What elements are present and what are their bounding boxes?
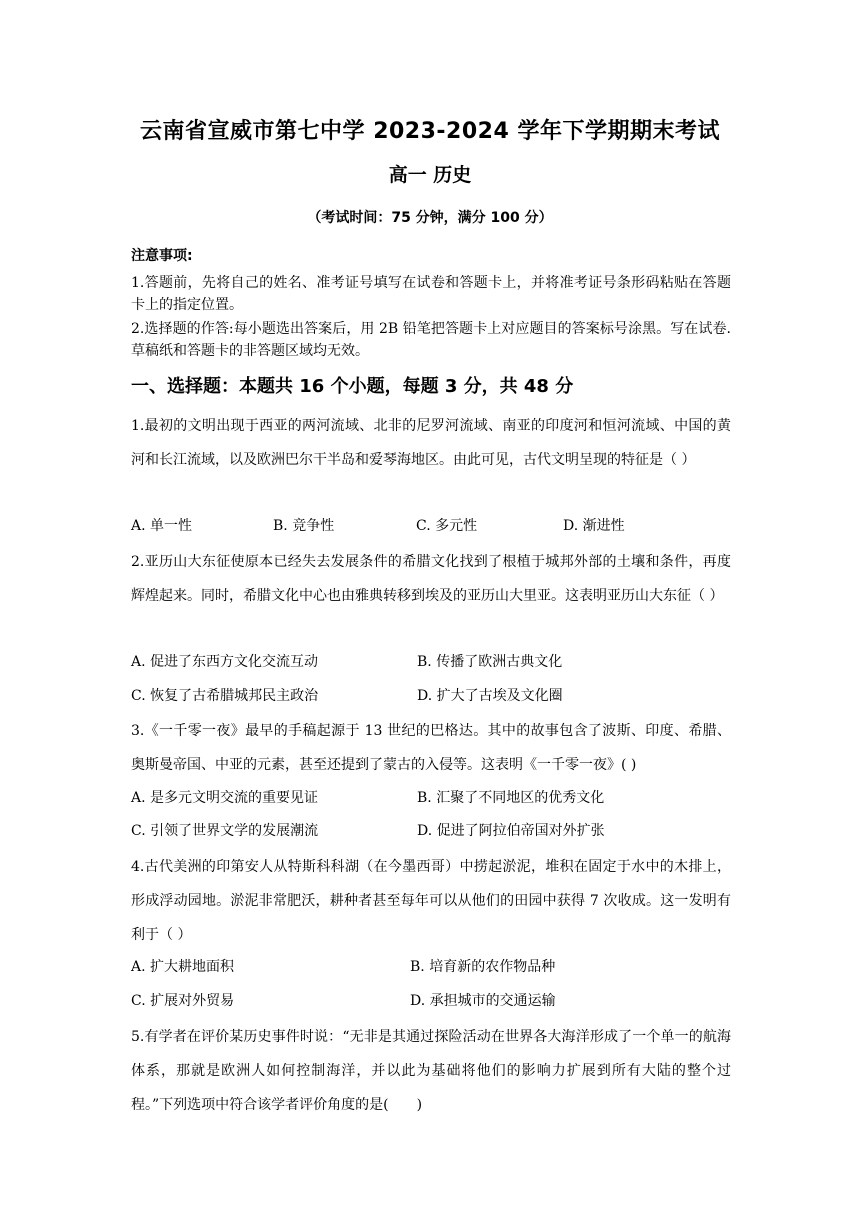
question-1-stem: 1.最初的文明出现于西亚的两河流域、北非的尼罗河流域、南亚的印度河和恒河流域、中国的黄河和长江流域，以及欧洲巴尔干半岛和爱琴海地区。由此可见，古代文明呈现的特征是（ ） [131, 418, 731, 468]
question-1-option-c: C. 多元性 [416, 518, 478, 534]
question-3-option-b: B. 汇聚了不同地区的优秀文化 [417, 790, 605, 806]
question-1-option-b: B. 竞争性 [273, 518, 335, 534]
question-4-option-a: A. 扩大耕地面积 [131, 959, 235, 975]
question-4-option-b: B. 培育新的农作物品种 [410, 959, 556, 975]
question-2-stem: 2.亚历山大东征使原本已经失去发展条件的希腊文化找到了根植于城邦外部的土壤和条件，再度辉煌起来。同时，希腊文化中心也由雅典转移到埃及的亚历山大里亚。这表明亚历山大东征（ ） [131, 554, 731, 604]
notice-heading: 注意事项: [131, 248, 193, 264]
exam-subtitle: 高一 历史 [388, 164, 472, 186]
question-4-stem: 4.古代美洲的印第安人从特斯科科湖（在今墨西哥）中捞起淤泥，堆积在固定于水中的木排上，形成浮动园地。淤泥非常肥沃，耕种者甚至每年可以从他们的田园中获得 7 次收成。这一发明有利于（ ） [131, 859, 731, 943]
exam-title: 云南省宣威市第七中学 2023-2024 学年下学期期末考试 [140, 119, 720, 144]
question-2-option-c: C. 恢复了古希腊城邦民主政治 [131, 688, 319, 704]
question-1-option-a: A. 单一性 [131, 518, 193, 534]
question-2-option-a: A. 促进了东西方文化交流互动 [131, 654, 319, 670]
question-5-stem: 5.有学者在评价某历史事件时说：“无非是其通过探险活动在世界各大海洋形成了一个单一的航海体系，那就是欧洲人如何控制海洋，并以此为基础将他们的影响力扩展到所有大陆的整个过程。”下列选项中符合该学者评价角度的是( ) [131, 1029, 731, 1113]
question-4-option-d: D. 承担城市的交通运输 [410, 993, 556, 1009]
question-1-option-d: D. 渐进性 [563, 518, 625, 534]
question-3-option-a: A. 是多元文明交流的重要见证 [131, 790, 319, 806]
question-3-option-c: C. 引领了世界文学的发展潮流 [131, 823, 319, 839]
question-3-stem: 3.《一千零一夜》最早的手稿起源于 13 世纪的巴格达。其中的故事包含了波斯、印度、希腊、奥斯曼帝国、中亚的元素，甚至还提到了蒙古的入侵等。这表明《一千零一夜》( ) [131, 723, 731, 773]
question-4-option-c: C. 扩展对外贸易 [131, 993, 235, 1009]
notice-item-1: 1.答题前，先将自己的姓名、准考证号填写在试卷和答题卡上，并将准考证号条形码粘贴在答题卡上的指定位置。 [131, 275, 731, 313]
question-2-option-d: D. 扩大了古埃及文化圈 [417, 688, 563, 704]
question-3-option-d: D. 促进了阿拉伯帝国对外扩张 [417, 823, 605, 839]
question-2-option-b: B. 传播了欧洲古典文化 [417, 654, 563, 670]
section-heading: 一、选择题：本题共 16 个小题，每题 3 分，共 48 分 [131, 376, 574, 397]
exam-time-info: （考试时间：75 分钟，满分 100 分） [307, 210, 553, 226]
notice-item-2: 2.选择题的作答:每小题选出答案后，用 2B 铅笔把答题卡上对应题目的答案标号涂黑。写在试卷.草稿纸和答题卡的非答题区域均无效。 [131, 321, 731, 359]
